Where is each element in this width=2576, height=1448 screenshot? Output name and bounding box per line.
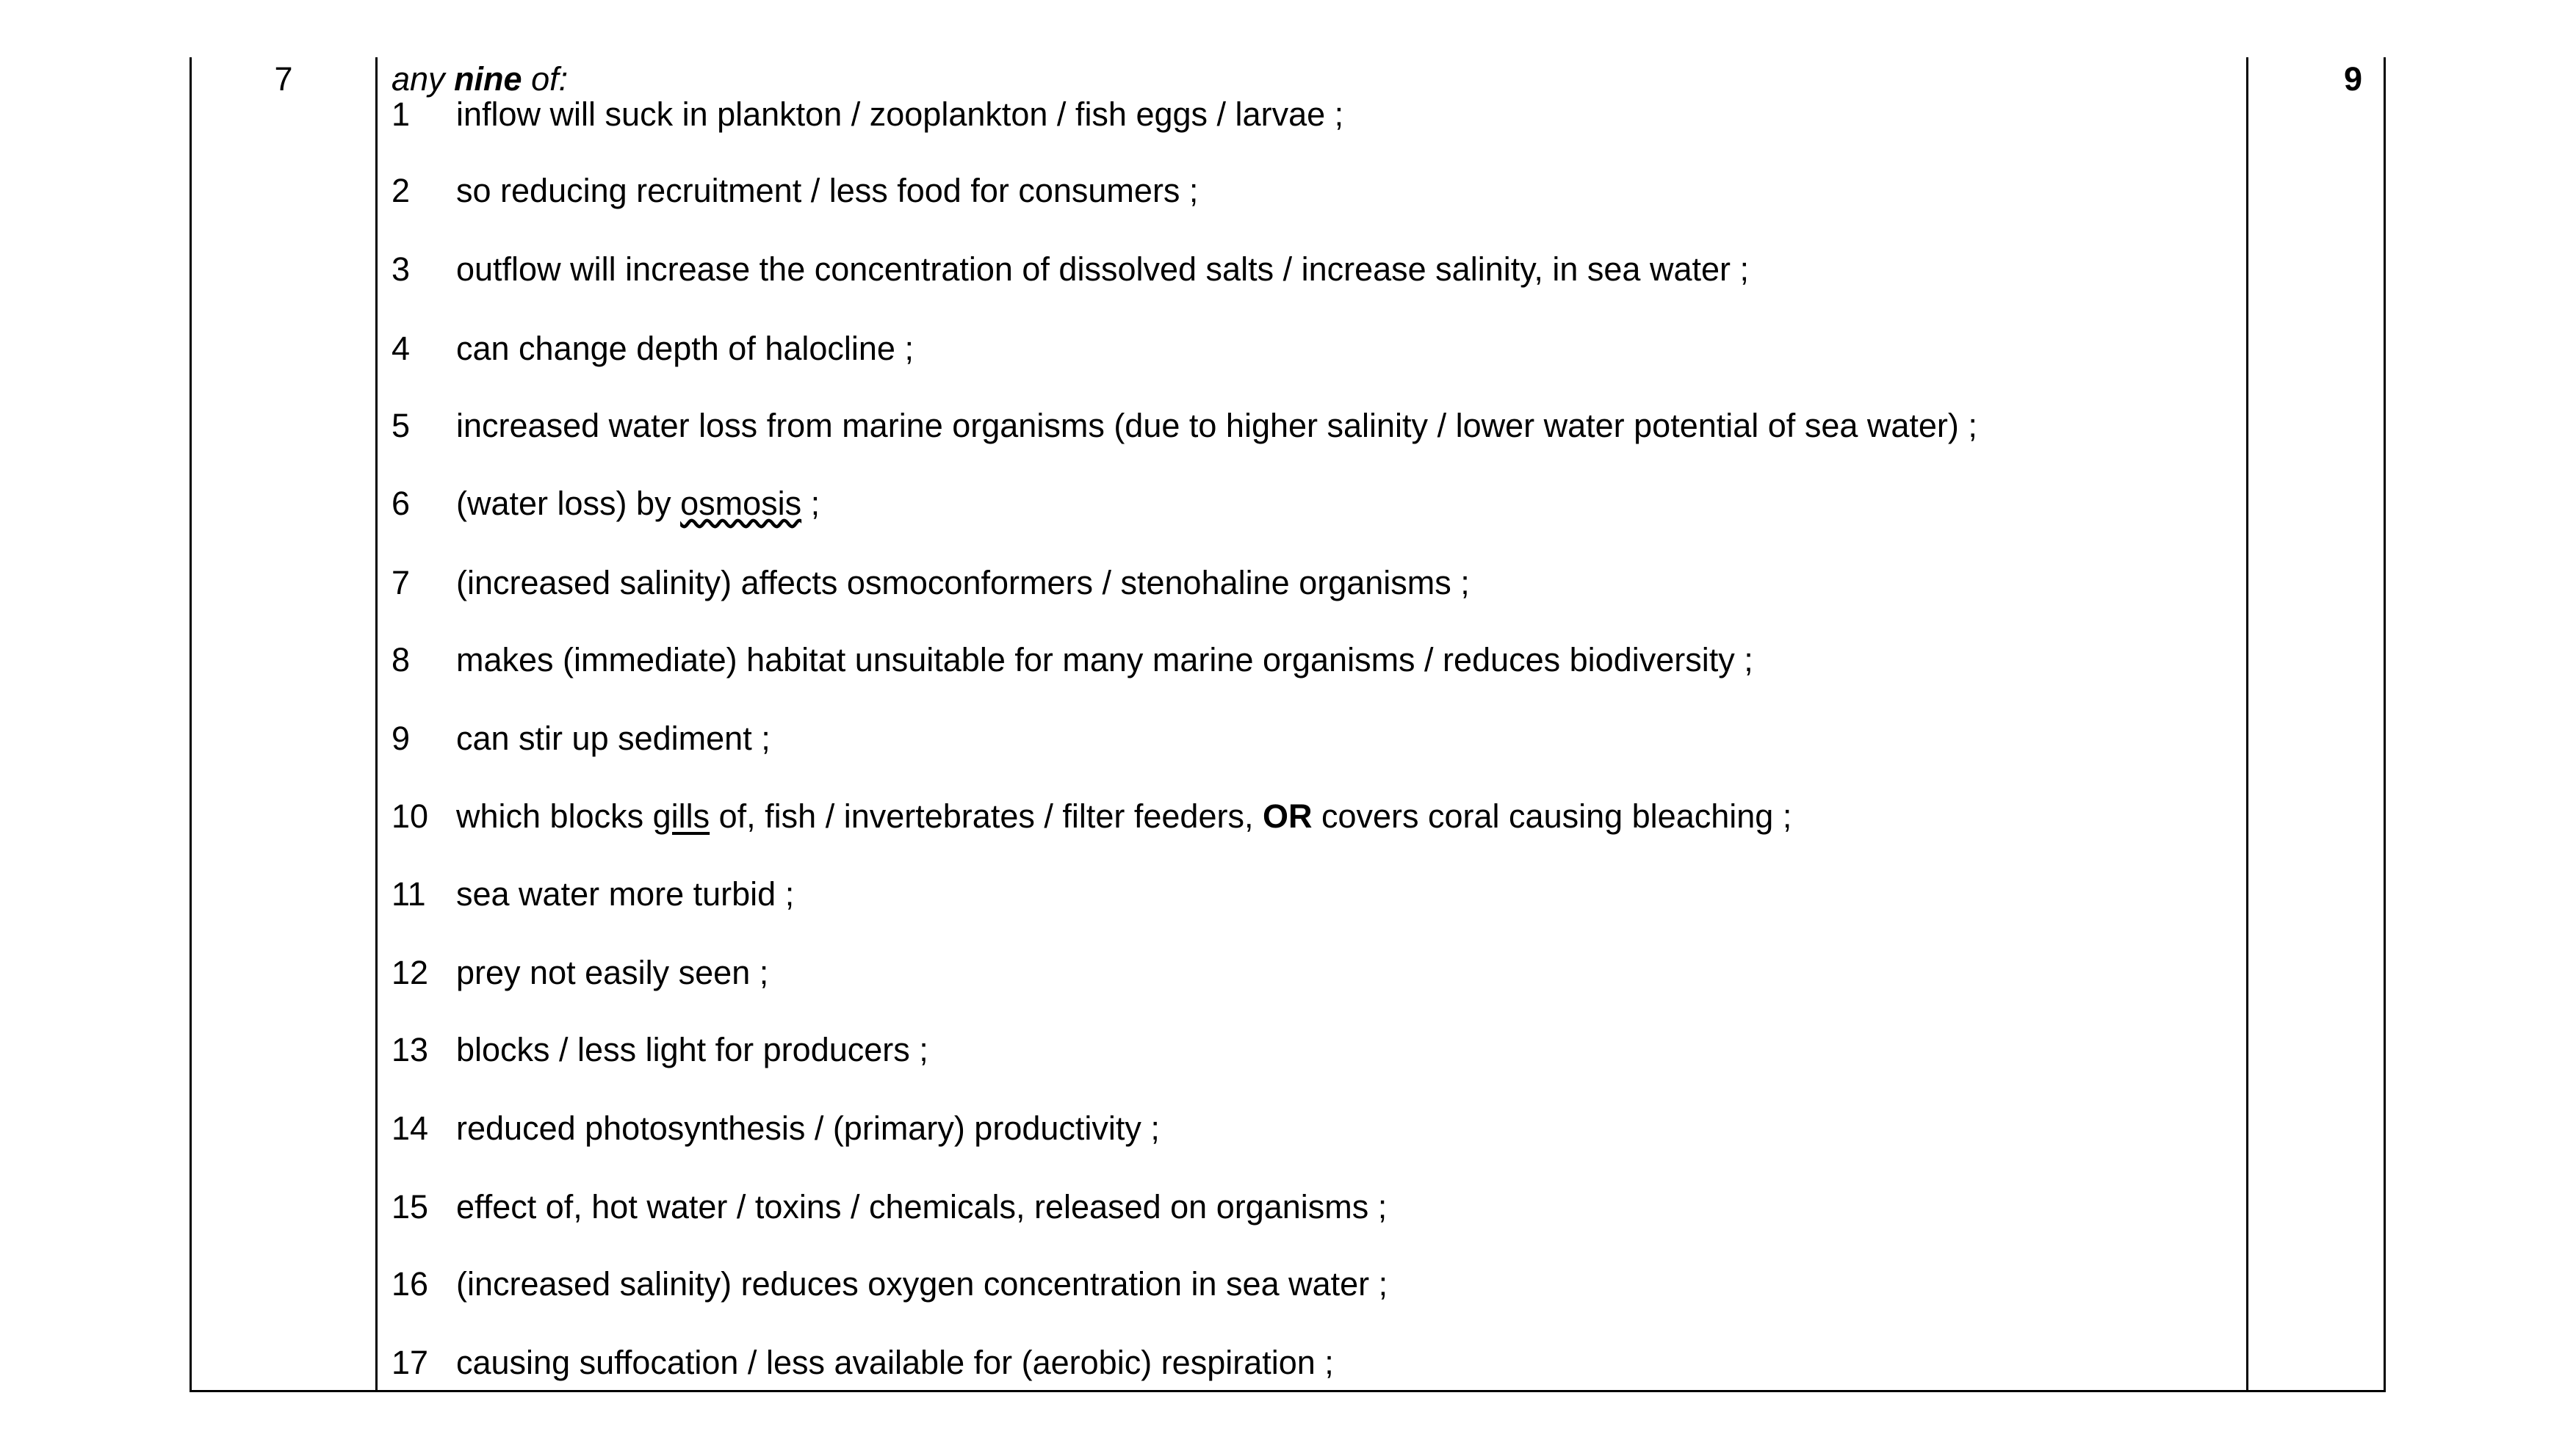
marking-point — [392, 561, 1470, 605]
point-number: 13 — [392, 1031, 429, 1068]
point-number: 11 — [392, 875, 426, 913]
question-number: 7 — [274, 60, 293, 98]
marking-point — [392, 327, 914, 371]
point-text: (increased salinity) reduces oxygen concentration in sea water ; — [456, 1265, 1388, 1303]
answer-cell — [392, 57, 2228, 1381]
marking-point — [392, 93, 1343, 137]
point-text: sea water more turbid ; — [456, 875, 795, 913]
marking-point — [392, 872, 794, 916]
point-text-post: ; — [801, 485, 820, 522]
marking-point — [392, 794, 1792, 839]
marking-point — [392, 1341, 1334, 1385]
marking-point — [392, 1262, 1388, 1306]
point-text: (increased salinity) affects osmoconformers / stenohaline organisms ; — [456, 564, 1470, 601]
point-number: 10 — [392, 797, 429, 835]
marking-point — [392, 951, 768, 995]
intro-post: of: — [522, 60, 569, 98]
point-number: 5 — [392, 407, 411, 444]
point-text-post: covers coral causing bleaching ; — [1312, 797, 1792, 835]
point-number: 14 — [392, 1109, 429, 1147]
point-text: causing suffocation / less available for (aerobic) respiration ; — [456, 1344, 1334, 1381]
mark-scheme-table — [190, 57, 2386, 1392]
point-number: 1 — [392, 95, 411, 133]
point-underlined-term: osmosis — [680, 485, 802, 522]
marks-value: 9 — [2343, 60, 2362, 98]
point-number: 3 — [392, 250, 411, 288]
marking-point — [392, 1185, 1387, 1229]
marking-point — [392, 247, 1749, 292]
point-underlined-term: gills — [652, 797, 710, 835]
marking-point — [392, 717, 771, 761]
marking-point — [392, 404, 1977, 448]
point-text: blocks / less light for producers ; — [456, 1031, 928, 1068]
point-text: increased water loss from marine organisms (due to higher salinity / lower water potential of sea water) ; — [456, 407, 1977, 444]
marking-point — [392, 482, 820, 526]
marking-point — [392, 169, 1198, 213]
intro-bold: nine — [454, 60, 522, 98]
point-text: effect of, hot water / toxins / chemicals, released on organisms ; — [456, 1188, 1388, 1226]
marking-point — [392, 1107, 1160, 1151]
point-text: outflow will increase the concentration of dissolved salts / increase salinity, in sea water ; — [456, 250, 1750, 288]
point-number: 17 — [392, 1344, 429, 1381]
point-number: 9 — [392, 720, 411, 757]
column-divider — [375, 57, 378, 1390]
point-number: 16 — [392, 1265, 429, 1303]
point-text-mid: of, fish / invertebrates / filter feeders, — [710, 797, 1263, 835]
point-text: can stir up sediment ; — [456, 720, 771, 757]
point-text: inflow will suck in plankton / zooplankton / fish eggs / larvae ; — [456, 95, 1344, 133]
point-text: makes (immediate) habitat unsuitable for many marine organisms / reduces biodiversity ; — [456, 641, 1753, 678]
point-bold-term: OR — [1262, 797, 1313, 835]
intro-pre: any — [392, 60, 455, 98]
point-number: 7 — [392, 564, 411, 601]
point-text-pre: which blocks — [456, 797, 653, 835]
point-text: so reducing recruitment / less food for consumers ; — [456, 172, 1199, 209]
point-number: 4 — [392, 330, 411, 367]
point-text: can change depth of halocline ; — [456, 330, 914, 367]
point-number: 15 — [392, 1188, 429, 1226]
point-number: 12 — [392, 954, 429, 991]
marking-point — [392, 638, 1753, 682]
point-text: reduced photosynthesis / (primary) productivity ; — [456, 1109, 1160, 1147]
point-text: prey not easily seen ; — [456, 954, 769, 991]
point-number: 6 — [392, 485, 411, 522]
marking-point — [392, 1028, 928, 1072]
column-divider — [2246, 57, 2248, 1390]
point-text-pre: (water loss) by — [456, 485, 681, 522]
point-number: 2 — [392, 172, 411, 209]
point-number: 8 — [392, 641, 411, 678]
